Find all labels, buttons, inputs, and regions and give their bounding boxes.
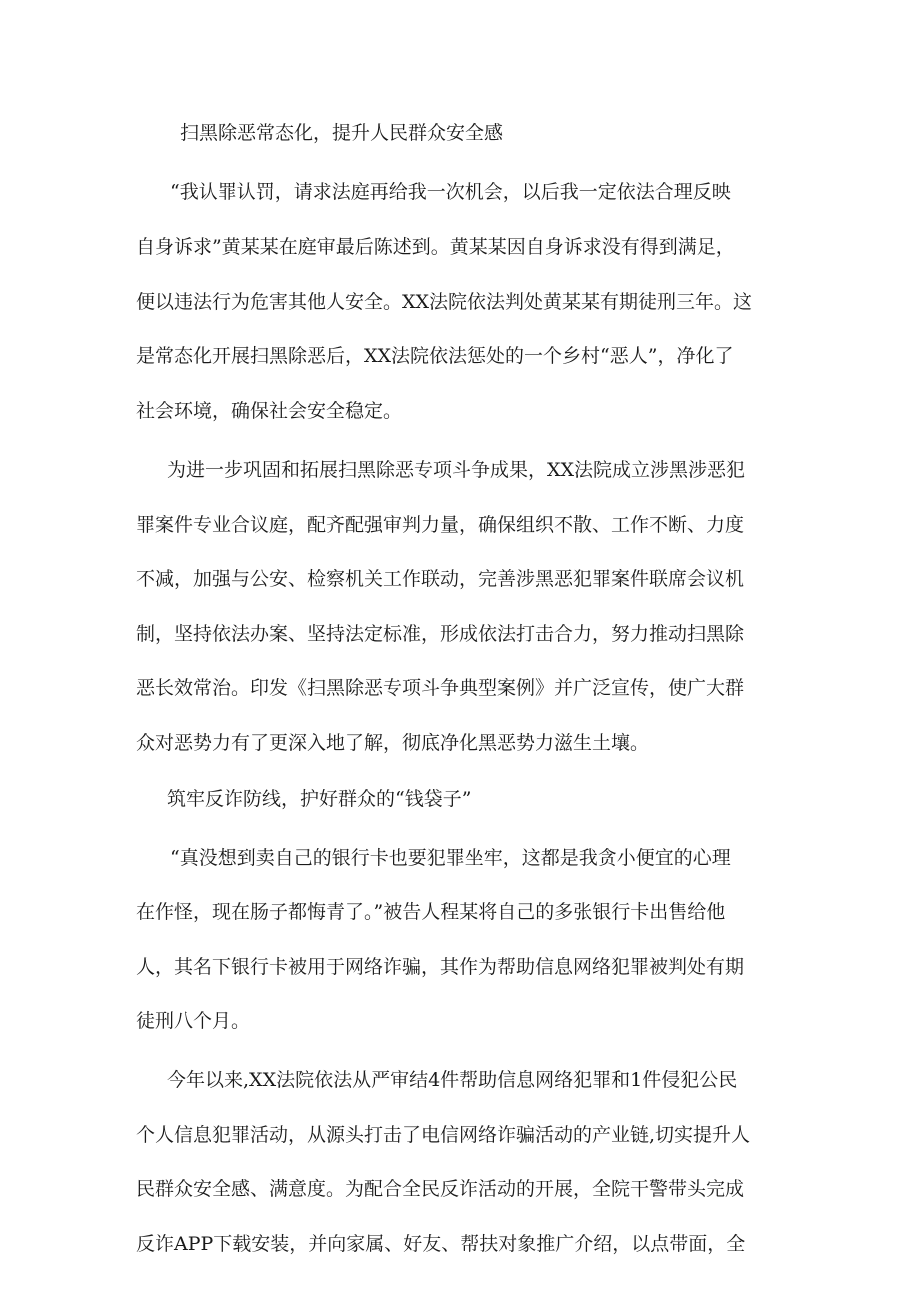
paragraph-line: 罪案件专业合议庭，配齐配强审判力量，确保组织不散、工作不断、力度: [136, 514, 745, 536]
paragraph-line: “我认罪认罚，请求法庭再给我一次机会，以后我一定依法合理反映: [170, 181, 731, 203]
paragraph-line: 反诈APP下载安装，并向家属、好友、帮扶对象推广介绍，以点带面，全: [136, 1233, 746, 1255]
section-heading: 筑牢反诈防线，护好群众的“钱袋子”: [167, 788, 472, 810]
section-heading: 扫黑除恶常态化，提升人民群众安全感: [180, 122, 504, 144]
paragraph-line: 便以违法行为危害其他人安全。XX法院依法判处黄某某有期徒刑三年。这: [136, 291, 753, 313]
paragraph-line: 是常态化开展扫黑除恶后，XX法院依法惩处的一个乡村“恶人”，净化了: [136, 345, 734, 367]
paragraph-line: 社会环境，确保社会安全稳定。: [136, 400, 403, 422]
paragraph-line: “真没想到卖自己的银行卡也要犯罪坐牢，这都是我贪小便宜的心理: [170, 847, 731, 869]
paragraph-line: 为进一步巩固和拓展扫黑除恶专项斗争成果，XX法院成立涉黑涉恶犯: [167, 459, 746, 481]
paragraph-line: 众对恶势力有了更深入地了解，彻底净化黑恶势力滋生土壤。: [136, 732, 650, 754]
paragraph-line: 自身诉求”黄某某在庭审最后陈述到。黄某某因自身诉求没有得到满足，: [136, 236, 735, 258]
paragraph-line: 人，其名下银行卡被用于网络诈骗，其作为帮助信息网络犯罪被判处有期: [136, 956, 745, 978]
paragraph-line: 徒刑八个月。: [136, 1010, 251, 1032]
paragraph-line: 今年以来,XX法院依法从严审结4件帮助信息网络犯罪和1件侵犯公民: [167, 1069, 738, 1091]
paragraph-line: 个人信息犯罪活动，从源头打击了电信网络诈骗活动的产业链,切实提升人: [136, 1124, 751, 1146]
paragraph-line: 民群众安全感、满意度。为配合全民反诈活动的开展，全院干警带头完成: [136, 1178, 745, 1200]
paragraph-line: 在作怪，现在肠子都悔青了。”被告人程某将自己的多张银行卡出售给他: [136, 901, 726, 923]
paragraph-line: 恶长效常治。印发《扫黑除恶专项斗争典型案例》并广泛宣传，使广大群: [136, 677, 745, 699]
paragraph-line: 不减，加强与公安、检察机关工作联动，完善涉黑恶犯罪案件联席会议机: [136, 568, 745, 590]
paragraph-line: 制，坚持依法办案、坚持法定标准，形成依法打击合力，努力推动扫黑除: [136, 623, 745, 645]
